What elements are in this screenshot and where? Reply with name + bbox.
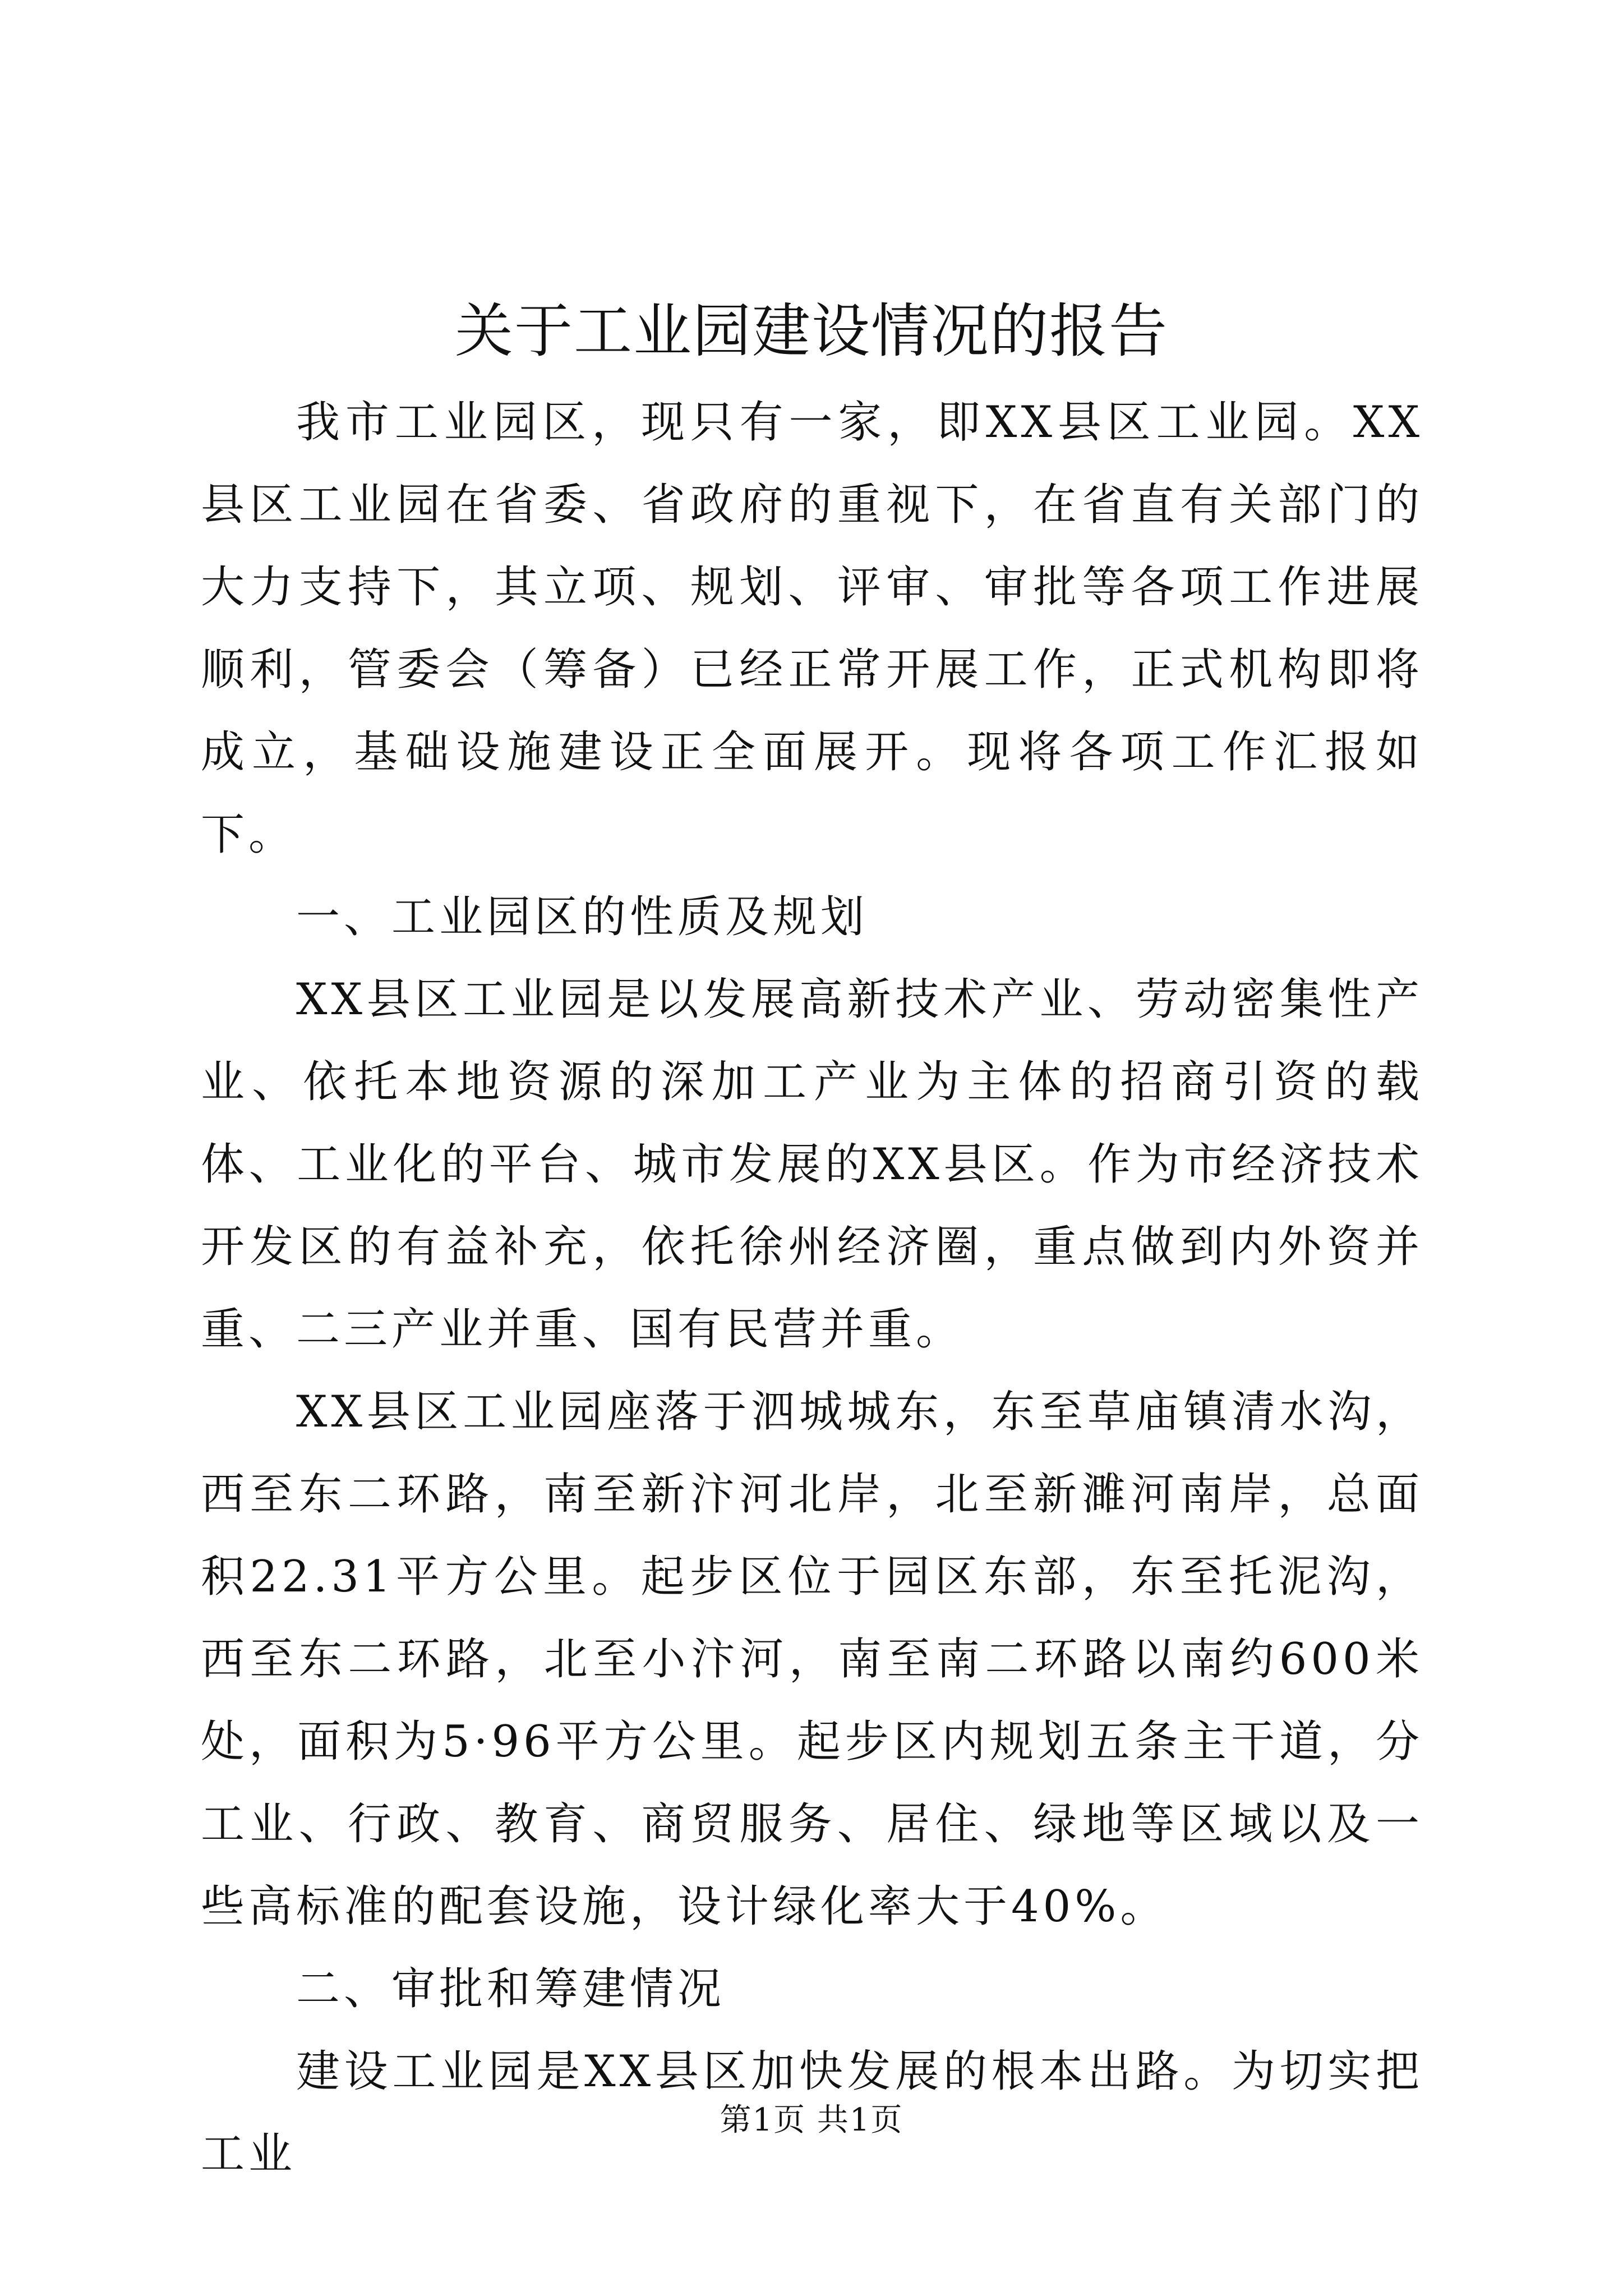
page-number-footer: 第1页 共1页 (720, 2102, 903, 2138)
section-heading-approval: 二、审批和筹建情况 (296, 1964, 726, 2014)
approval-paragraph: 建设工业园是XX县区加快发展的根本出路。为切实把工业 (201, 2046, 1423, 2179)
document-body (201, 381, 1423, 2196)
intro-paragraph: 我市工业园区，现只有一家，即XX县区工业园。XX县区工业园在省委、省政府的重视下，在省直有关部门的大力支持下，其立项、规划、评审、审批等各项工作进展顺利，管委会（筹备）已经正常开展工作，正式机构即将成立，基础设施建设正全面展开。现将各项工作汇报如下。 (201, 397, 1423, 860)
document-title: 关于工业园建设情况的报告 (454, 297, 1168, 365)
nature-paragraph: XX县区工业园是以发展高新技术产业、劳动密集性产业、依托本地资源的深加工产业为主体的招商引资的载体、工业化的平台、城市发展的XX县区。作为市经济技术开发区的有益补充，依托徐州经济圈，重点做到内外资并重、二三产业并重、国有民营并重。 (201, 974, 1423, 1355)
location-paragraph: XX县区工业园座落于泗城城东，东至草庙镇清水沟，西至东二环路，南至新汴河北岸，北至新濉河南岸，总面积22.31平方公里。起步区位于园区东部，东至托泥沟，西至东二环路，北至小汴河，南至南二环路以南约600米处，面积为5·96平方公里。起步区内规划五条主干道，分工业、行政、教育、商贸服务、居住、绿地等区域以及一些高标准的配套设施，设计绿化率大于40%。 (201, 1387, 1423, 1932)
section-heading-nature-planning: 一、工业园区的性质及规划 (296, 892, 869, 942)
